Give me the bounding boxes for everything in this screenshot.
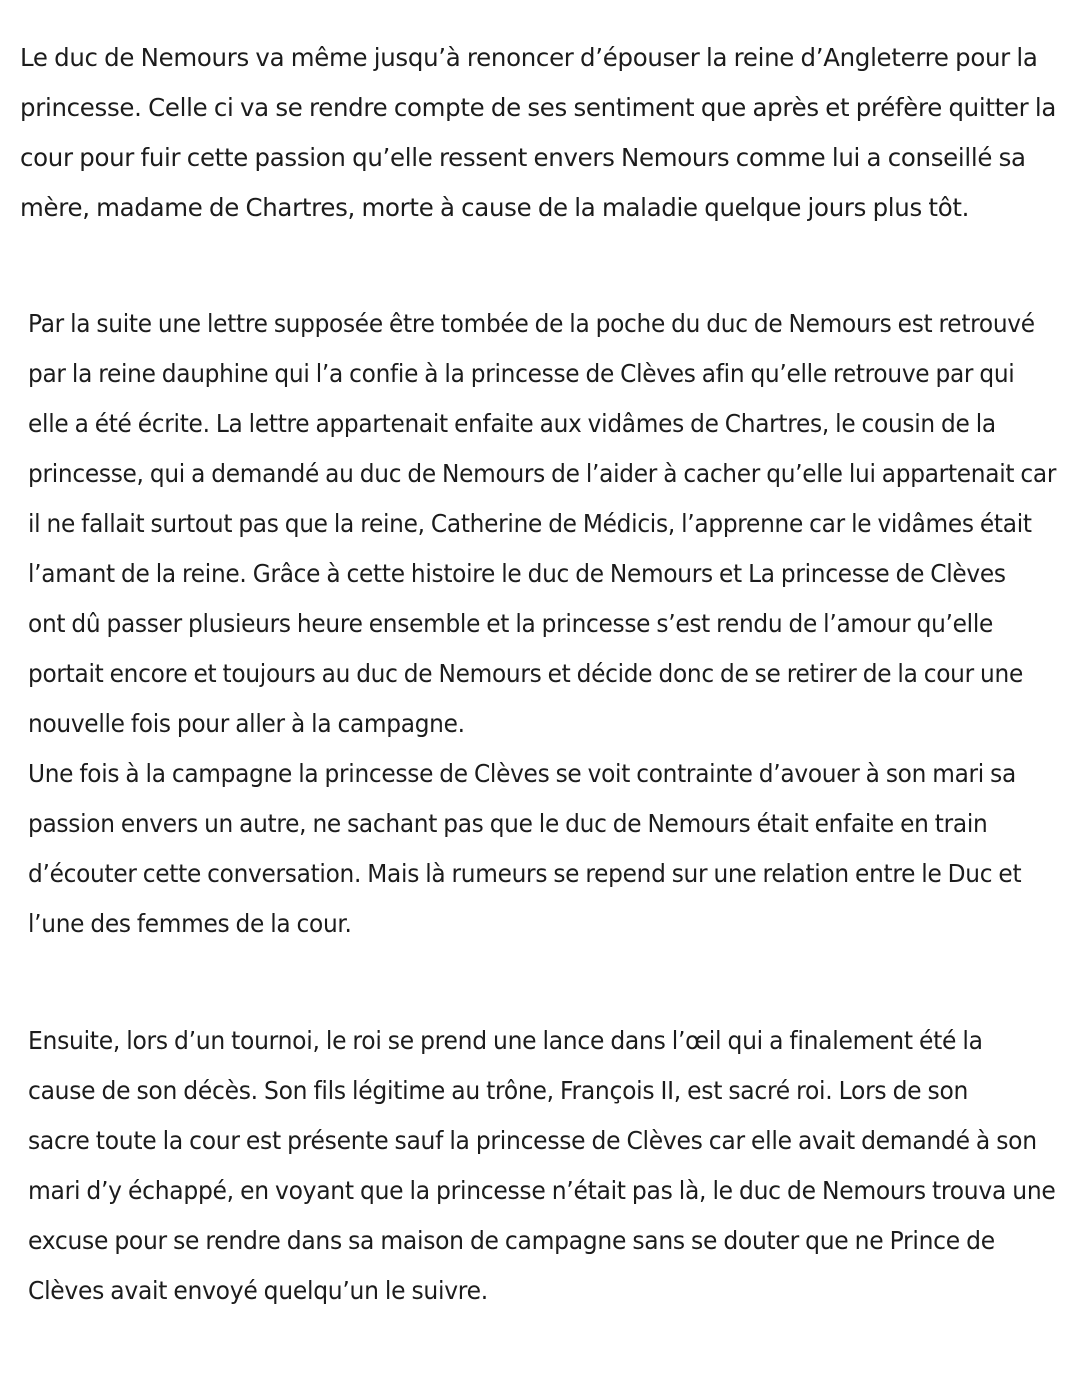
text-line: cour pour fuir cette passion qu’elle ressent envers Nemours comme lui a conseillé sa <box>20 143 1026 172</box>
text-line: l’amant de la reine. Grâce à cette histoire le duc de Nemours et La princesse de Clèves <box>28 559 1006 588</box>
text-line: excuse pour se rendre dans sa maison de campagne sans se douter que ne Prince de <box>28 1226 995 1255</box>
text-line: cause de son décès. Son fils légitime au trône, François II, est sacré roi. Lors de son <box>28 1076 969 1105</box>
text-line: princesse. Celle ci va se rendre compte de ses sentiment que après et préfère quitter la <box>20 93 1057 122</box>
text-line: princesse, qui a demandé au duc de Nemours de l’aider à cacher qu’elle lui appartenait car <box>28 459 1057 488</box>
text-line: Par la suite une lettre supposée être tombée de la poche du duc de Nemours est retrouvé <box>28 309 1035 338</box>
text-line: mère, madame de Chartres, morte à cause de la maladie quelque jours plus tôt. <box>20 193 970 222</box>
text-line: sacre toute la cour est présente sauf la princesse de Clèves car elle avait demandé à son <box>28 1126 1037 1155</box>
paragraph-1 <box>20 33 1080 233</box>
text-line: par la reine dauphine qui l’a confie à la princesse de Clèves afin qu’elle retrouve par qui <box>28 359 1015 388</box>
text-line: il ne fallait surtout pas que la reine, Catherine de Médicis, l’apprenne car le vidâmes était <box>28 509 1032 538</box>
text-line: passion envers un autre, ne sachant pas que le duc de Nemours était enfaite en train <box>28 809 988 838</box>
text-line: mari d’y échappé, en voyant que la princesse n’était pas là, le duc de Nemours trouva une <box>28 1176 1056 1205</box>
text-line: d’écouter cette conversation. Mais là rumeurs se repend sur une relation entre le Duc et <box>28 859 1022 888</box>
text-line: Le duc de Nemours va même jusqu’à renoncer d’épouser la reine d’Angleterre pour la <box>20 43 1038 72</box>
paragraph-3 <box>28 1016 1080 1316</box>
text-line: portait encore et toujours au duc de Nemours et décide donc de se retirer de la cour une <box>28 659 1023 688</box>
text-line: Ensuite, lors d’un tournoi, le roi se prend une lance dans l’œil qui a finalement été la <box>28 1026 983 1055</box>
text-line: l’une des femmes de la cour. <box>28 909 352 938</box>
text-line: elle a été écrite. La lettre appartenait enfaite aux vidâmes de Chartres, le cousin de la <box>28 409 996 438</box>
text-line: Clèves avait envoyé quelqu’un le suivre. <box>28 1276 488 1305</box>
text-line: nouvelle fois pour aller à la campagne. <box>28 709 465 738</box>
text-line: ont dû passer plusieurs heure ensemble et la princesse s’est rendu de l’amour qu’elle <box>28 609 994 638</box>
text-line: Une fois à la campagne la princesse de Clèves se voit contrainte d’avouer à son mari sa <box>28 759 1016 788</box>
paragraph-2 <box>28 299 1080 949</box>
